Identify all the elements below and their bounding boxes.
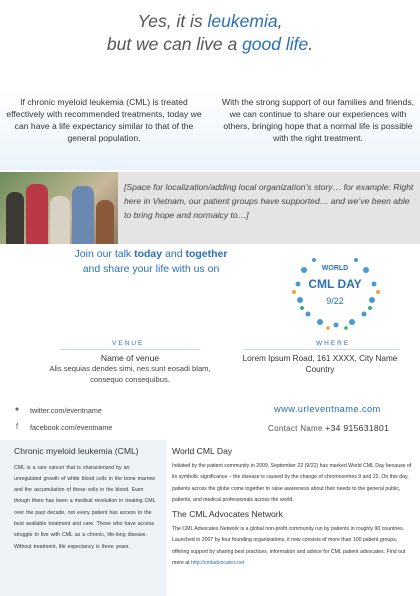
contact-name: Contact Name xyxy=(268,424,323,433)
world-cml-day-logo xyxy=(290,250,380,330)
about-cml-body: CML is a rare cancer that is characterized by an unregulated growth of white blood cells in the bone marrow and the accumulation of these cells in the blood. Even though there has been a medical revolution in treating CML over the past decade, not every patient has access to the best available treatment and care. Those who have access struggle to live with CML as a chronic, life-long disease. Without treatment, life expectancy is three years. xyxy=(14,464,156,550)
advocates-body: The CML Advocates Network is a global non-profit community run by patients in roughly 90 countries. Launched in 2007 by four founding organizations, it now consists of more than 100 patient groups, offering support by sharing best practices, information and advice for CML patient advocates. Find out more at http://cmladvocates.net xyxy=(172,526,406,567)
headline-line-2: but we can live a good life. xyxy=(106,34,314,54)
where-heading: WHERE xyxy=(316,340,351,347)
story-placeholder: [Space for localization/adding local organization’s story… for example: Right here in Vietnam, our patient groups have supported… and we’ve been able to bring hope and normalcy to…] xyxy=(124,182,414,220)
headline xyxy=(0,10,420,56)
facebook-handle: facebook.com/eventname xyxy=(30,423,113,432)
venue-name: Name of venue xyxy=(100,353,160,363)
intro-left-text: If chronic myeloid leukemia (CML) is treated effectively with recommended treatments, today we can have a life expectancy similar to that of the general population. xyxy=(6,97,202,143)
venue-rule xyxy=(60,349,200,350)
about-cml-heading: Chronic myeloid leukemia (CML) xyxy=(14,446,139,456)
event-website-link[interactable]: www.urleventname.com xyxy=(274,404,381,414)
venue-address: Lorem Ipsum Road, 161 XXXX, City Name Country xyxy=(242,354,398,374)
facebook-link[interactable] xyxy=(15,422,113,432)
logo-cml-day-text: CML DAY xyxy=(308,277,362,291)
logo-world-text: WORLD xyxy=(321,265,349,272)
story-band xyxy=(0,172,420,244)
facebook-icon: f xyxy=(15,422,19,431)
twitter-icon: ✦ xyxy=(13,405,21,414)
contact-number: +34 915631801 xyxy=(325,423,390,433)
venue-description: Alis sequias dendes simi, nes sunt eosadi blam, consequo consequibus. xyxy=(49,364,211,384)
headline-line-1: Yes, it is leukemia, xyxy=(137,11,283,31)
family-photo xyxy=(0,172,118,244)
info-column xyxy=(168,440,416,569)
join-line-1: Join our talk today and together xyxy=(74,248,228,260)
advocates-heading: The CML Advocates Network xyxy=(172,509,283,520)
about-cml-panel xyxy=(0,440,166,596)
join-section xyxy=(0,244,420,332)
world-cml-day-body: Initiated by the patient community in 2009, September 22 (9/22) has marked World CML Day because of its symbolic significance – the disease is caused by the change of chromosomes 9 and 22. On this day, patients across the globe come together to raise awareness about their needs to the general public, patients, and medical professionals across the world. xyxy=(172,463,412,503)
logo-date-text: 9/22 xyxy=(326,296,344,306)
where-rule xyxy=(244,349,400,350)
headline-accent-leukemia: leukemia xyxy=(207,11,278,31)
world-cml-day-heading: World CML Day xyxy=(172,446,233,456)
intro-section xyxy=(0,88,420,170)
headline-accent-good-life: good life xyxy=(242,34,309,54)
twitter-link[interactable] xyxy=(13,405,102,415)
contact-line xyxy=(268,423,389,433)
join-line-2: and share your life with us on xyxy=(82,263,220,275)
venue-heading: VENUE xyxy=(112,340,145,347)
intro-right-text: With the strong support of our families and friends, we can continue to share our experiences with others, bringing hope that a normal life is possible with the right treatment. xyxy=(221,97,415,143)
advocates-link[interactable]: http://cmladvocates.net xyxy=(191,560,245,567)
join-text xyxy=(46,247,256,277)
twitter-handle: twitter.com/eventname xyxy=(30,406,102,415)
